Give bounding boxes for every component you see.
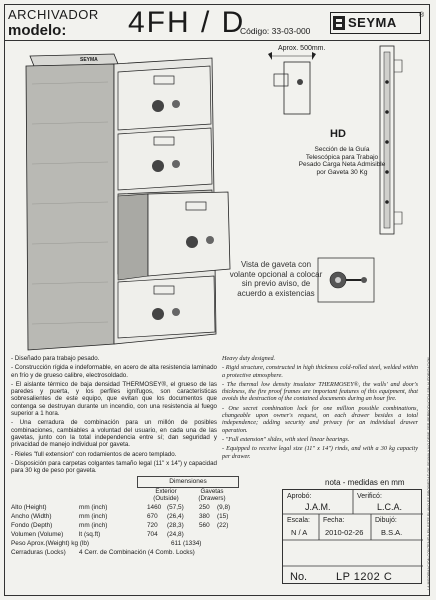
dimension-unit: mm (inch) bbox=[79, 522, 108, 529]
description-en-item: - Equipped to receive legal size (11" x 14") rinds, and with a 30 kg capacity per drawer. bbox=[222, 445, 418, 460]
locks-row bbox=[11, 548, 251, 557]
drawer-value: 380 bbox=[199, 513, 210, 520]
model-label: modelo: bbox=[8, 22, 67, 39]
locks-value: 4 Cerr. de Combinación (4 Comb. Locks) bbox=[79, 549, 195, 556]
description-en-item: - Rigid structure, constructed in high thickness cold-rolled steel, welded within a protective atmosphere. bbox=[222, 364, 418, 379]
dimension-label: Fondo (Depth) bbox=[11, 522, 53, 529]
verified-label: Verificó: bbox=[357, 493, 382, 500]
dial-detail bbox=[316, 256, 376, 304]
description-english bbox=[222, 355, 418, 462]
drawer-view-note: Vista de gaveta con volante opcional a colocar sin previo aviso, de acuerdo a existencias bbox=[229, 260, 323, 298]
description-es-item: - Diseñado para trabajo pesado. bbox=[11, 355, 100, 362]
description-es-item: - Rieles "full extension" con rodamientos de acero templado. bbox=[11, 450, 177, 458]
title-block bbox=[282, 489, 422, 584]
description-en-item: Heavy duty designed. bbox=[222, 355, 276, 362]
side-notice: LA INFORMACION CONTENIDA EN ESTE PLANO ES PROPIEDAD DE SEYMA Y NO DEBE SER REPRODUCIDA SIN AUTORIZACION bbox=[427, 356, 431, 590]
exterior-label-en: (Outside) bbox=[153, 495, 179, 502]
approx-dimension-label: Aprox. 500mm. bbox=[278, 45, 326, 52]
drawn-label: Dibujó: bbox=[375, 517, 397, 524]
dimension-label: Ancho (Width) bbox=[11, 513, 52, 520]
description-es-item: - Construcción rígida e indeformable, en acero de alta resistencia laminado en frío y de grueso calibre, electrosoldado. bbox=[11, 364, 217, 379]
exterior-value: 720 bbox=[147, 522, 158, 529]
drawing-number: LP 1202 C bbox=[336, 571, 393, 583]
registered-mark: ® bbox=[419, 12, 425, 19]
product-code: Código: 33-03-000 bbox=[240, 26, 311, 36]
exterior-inch: (26,4) bbox=[167, 513, 184, 520]
exterior-inch: (24,8) bbox=[167, 531, 184, 538]
side-view-detail bbox=[262, 52, 322, 122]
cabinet-illustration bbox=[18, 44, 233, 359]
approved-label: Aprobó: bbox=[287, 493, 312, 500]
description-es-item: - Disposición para carpetas colgantes tamaño legal (11" x 14") y capacidad para 30 kg de peso por gaveta. bbox=[11, 459, 217, 475]
header-divider bbox=[4, 40, 430, 41]
exterior-inch: (57,5) bbox=[167, 504, 184, 511]
telescopic-slide-section bbox=[368, 42, 412, 242]
drawers-label: Gavetas bbox=[200, 488, 224, 495]
weight-label: Peso Aprox.(Weight) kg (lb) bbox=[11, 540, 90, 547]
drawers-column-header bbox=[186, 488, 238, 502]
drawer-value: 250 bbox=[199, 504, 210, 511]
weight-row bbox=[11, 539, 251, 548]
scale-label: Escala: bbox=[287, 517, 310, 524]
dimension-unit: mm (inch) bbox=[79, 513, 108, 520]
dimensions-title: Dimensiones bbox=[137, 476, 239, 488]
exterior-value: 704 bbox=[147, 531, 158, 538]
description-en-item: - "Full extension" slides, with steel linear bearings. bbox=[222, 435, 350, 443]
drawing-number-label: No. bbox=[290, 571, 308, 583]
drawer-inch: (22) bbox=[217, 522, 229, 529]
hd-title: HD bbox=[330, 128, 346, 140]
document-category: ARCHIVADOR bbox=[8, 7, 99, 22]
exterior-value: 670 bbox=[147, 513, 158, 520]
dimension-row bbox=[11, 512, 251, 521]
description-en-item: - The thermal low density insulator THERMOSEY®, the walls' and door's thickness, the fire proof frames are important features of this equipment, that avoids the destruction of the contained documents during an hour fire. bbox=[222, 380, 418, 403]
date-value: 2010-02-26 bbox=[325, 528, 364, 537]
drawn-value: B.S.A. bbox=[381, 528, 403, 537]
drawer-inch: (9,8) bbox=[217, 504, 231, 511]
dimension-row bbox=[11, 521, 251, 530]
model-code: 4FH / D bbox=[128, 6, 246, 39]
scale-value: N / A bbox=[291, 528, 308, 537]
dimension-unit: lt (sq.ft) bbox=[79, 531, 101, 538]
drawer-inch: (15) bbox=[217, 513, 229, 520]
locks-label: Cerraduras (Locks) bbox=[11, 549, 66, 556]
dimension-label: Alto (Height) bbox=[11, 504, 47, 511]
exterior-column-header bbox=[140, 488, 192, 502]
hd-description: Sección de la Guía Telescópica para Trabajo Pesado Carga Neta Admisible por Gaveta 30 Kg bbox=[298, 146, 386, 176]
brand-name: SEYMA bbox=[348, 15, 397, 30]
description-spanish bbox=[11, 355, 217, 476]
exterior-inch: (28,3) bbox=[167, 522, 184, 529]
drawer-value: 560 bbox=[199, 522, 210, 529]
units-note: nota - medidas en mm bbox=[325, 478, 405, 487]
description-es-item: - El aislante térmico de baja densidad THERMOSEY®, el grueso de las paredes y puerta, y los perfiles ignífugos, son características sobresalientes de este equipo, que evitan que los documentos que contenga se destruyan durante un incendio, con una resistencia al fuego superior a 1 hora. bbox=[11, 380, 217, 418]
dimension-row bbox=[11, 530, 251, 539]
exterior-value: 1460 bbox=[147, 504, 162, 511]
drawers-label-en: (Drawers) bbox=[198, 495, 226, 502]
date-label: Fecha: bbox=[323, 517, 345, 524]
description-en-item: - One secret combination lock for one million possible combinations, changeable upon owner's request, on each drawer besides a total independence; adding security and privacy for an individual drawer operation. bbox=[222, 404, 418, 434]
dimension-row bbox=[11, 503, 251, 512]
dimension-label: Volumen (Volume) bbox=[11, 531, 64, 538]
description-es-item: - Una cerradura de combinación para un millón de posibles combinaciones, cambiables a voluntad del usuario, en cada una de las gavetas, junto con la total independencia entre sí; dan seguridad y privacidad de manejo individual por gaveta. bbox=[11, 419, 217, 449]
dimension-unit: mm (inch) bbox=[79, 504, 108, 511]
verified-value: L.C.A. bbox=[377, 502, 403, 512]
exterior-label: Exterior bbox=[155, 488, 177, 495]
cabinet-brand-label: SEYMA bbox=[80, 57, 98, 63]
weight-value: 611 (1334) bbox=[171, 540, 202, 547]
approved-value: J.A.M. bbox=[305, 502, 331, 512]
